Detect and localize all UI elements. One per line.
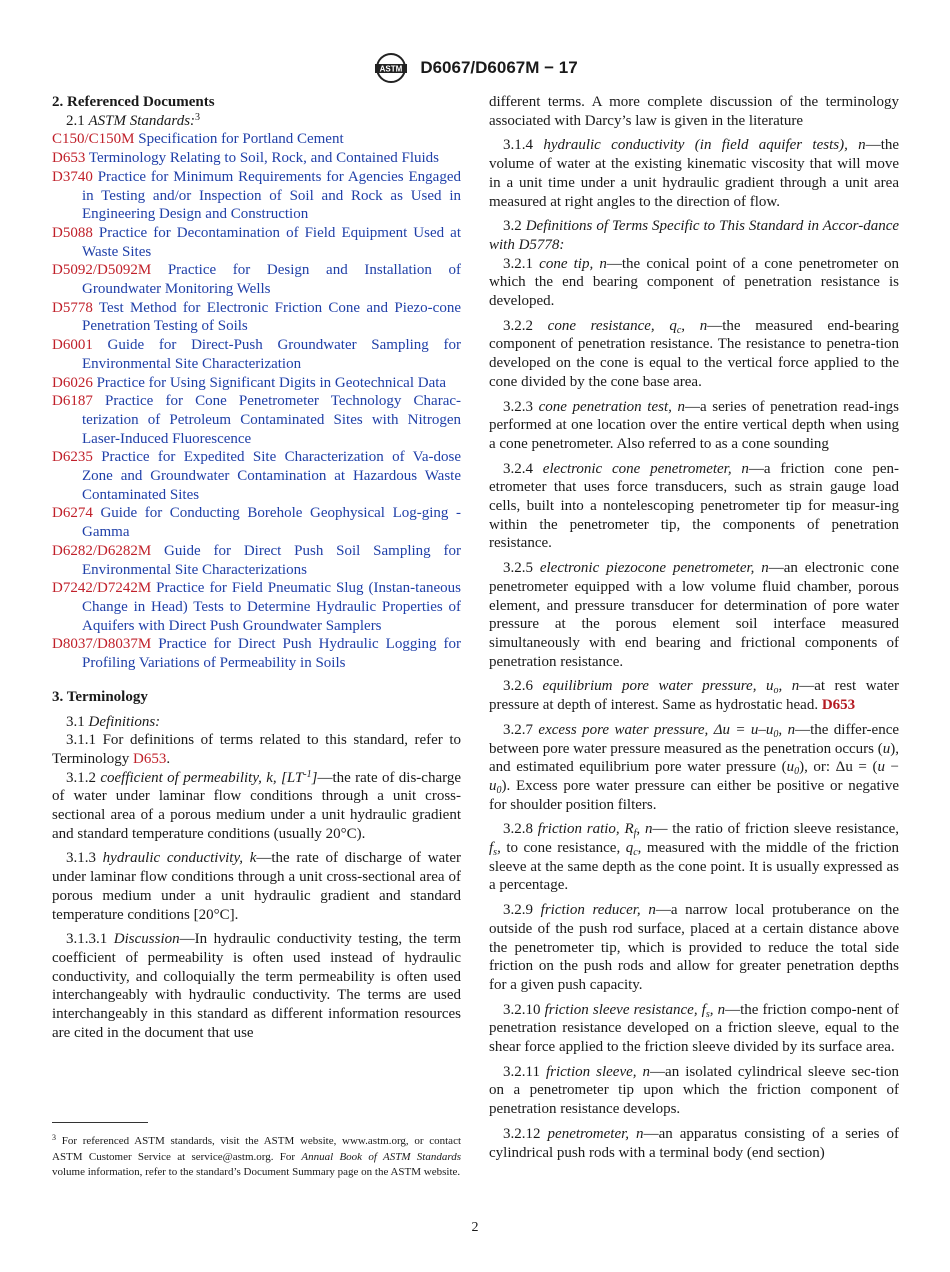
reference-item — [52, 149, 461, 168]
reference-title-link[interactable]: Practice for Direct Push Hydraulic Logging for Profiling Variations of Permeability in Soils — [82, 636, 462, 672]
reference-title-link[interactable]: Practice for Field Pneumatic Slug (Instan-taneous Change in Head) Tests to Determine Hydraulic Properties of Aquifers with Direct Push Groundwater Samplers — [82, 580, 461, 634]
reference-code-link[interactable]: D5092/D5092M — [52, 262, 152, 279]
reference-title-link[interactable]: Specification for Portland Cement — [138, 131, 344, 148]
reference-link[interactable]: D653 — [821, 697, 856, 714]
reference-item — [52, 224, 461, 261]
reference-code-link[interactable]: D6282/D6282M — [52, 542, 152, 559]
reference-code-link[interactable]: D8037/D8037M — [52, 636, 152, 653]
astm-standards-label: 2.1 ASTM Standards:$^3$ — [66, 111, 201, 129]
clause-3-1-3-1-continued: different terms. A more complete discussion of the terminology associated with Darcy’s law is given in the literature — [489, 94, 899, 129]
reference-title-link[interactable]: Test Method for Electronic Friction Cone and Piezo-cone Penetration Testing of Soils — [82, 299, 461, 335]
reference-item — [52, 542, 461, 579]
svg-text:ASTM: ASTM — [379, 64, 403, 74]
clause-3-2-2: 3.2.2 cone resistance, $q_c$, n—the measured end-bearing component of penetration resistance. The resistance to penetra-tion developed on the cone is equal to the vertical force applied to the cone divided by the cone base area. — [489, 317, 899, 390]
clause-3-1-2: 3.1.2 coefficient of permeability, k, $[LT^{-1}]—the$ rate of dis-charge of water under laminar flow conditions through a unit cross-sectional area of a porous medium under a unit hydraulic gradient and standard temperature conditions (usually 20°C). — [52, 768, 461, 842]
reference-title-link[interactable]: Terminology Relating to Soil, Rock, and Contained Fluids — [88, 150, 440, 167]
clause-3-2-12: 3.2.12 penetrometer, n—an apparatus consisting of a series of cylindrical push rods with a terminal body (end section) — [489, 1125, 899, 1161]
clause-3-2-3: 3.2.3 cone penetration test, n—a series of penetration read-ings performed at one location over the entire vertical depth when using a cone penetrometer. Also referred to as a cone sounding — [489, 398, 899, 452]
section-heading: 3. Terminology — [52, 688, 148, 705]
document-designation: D6067/D6067M − 17 — [420, 58, 578, 77]
reference-title-link[interactable]: Practice for Design and Installation of Groundwater Monitoring Wells — [82, 262, 461, 298]
reference-code-link[interactable]: D5778 — [52, 299, 93, 316]
footnote-ref: 3 — [195, 111, 201, 123]
reference-title-link[interactable]: Practice for Cone Penetrometer Technology Charac-terization of Petroleum Contaminated Sites with Nitrogen Laser-Induced Fluorescence — [82, 393, 461, 447]
clause-3-2-11: 3.2.11 friction sleeve, n—an isolated cylindrical sleeve sec-tion on a penetrometer tip upon which the friction component of penetration resistance develops. — [489, 1063, 899, 1118]
reference-item — [52, 504, 461, 541]
clause-3-2-1: 3.2.1 cone tip, n—the conical point of a cone penetrometer on which the end bearing component of penetration resistance is developed. — [489, 255, 900, 310]
reference-code-link[interactable]: D6235 — [52, 449, 93, 466]
clause-3-2-8: 3.2.8 friction ratio, $R_f$, n— the ratio of friction sleeve resistance, $f_s$, to cone resistance, $q_c$, measured with the middle of the friction sleeve at the same depth as the cone point. It is usually expressed as a percentage. — [489, 821, 900, 894]
reference-code-link[interactable]: D5088 — [52, 224, 93, 241]
reference-item — [52, 168, 461, 224]
reference-item — [52, 261, 461, 298]
clause-3-1-3-1: 3.1.3.1 Discussion—In hydraulic conductivity testing, the term coefficient of permeability is often used instead of hydraulic conductivity, and colloquially the term permeability is often used interchangeably with hydraulic conductivity. The terms are used interchangeably in this standard as different information resources are cited in the document that use — [52, 931, 462, 1041]
reference-title-link[interactable]: Guide for Conducting Borehole Geophysical Log-ging - Gamma — [82, 505, 461, 541]
clause-3-2-10: 3.2.10 friction sleeve resistance, $f_s$, n—the friction compo-nent of penetration resistance developed on a friction sleeve, equal to the shear force applied to the friction sleeve divided by its surface area. — [489, 1001, 900, 1056]
clause-3-1-4: 3.1.4 hydraulic conductivity (in field aquifer tests), n—the volume of water at the existing kinematic viscosity that will move in a unit time under a unit hydraulic gradient through a unit area measured at right angles to the direction of flow. — [489, 137, 900, 210]
left-column — [52, 93, 461, 1042]
clause-3-2-7: 3.2.7 excess pore water pressure, $\Delta u = u-u_0$, n—the differ-ence between pore water pressure measured as the penetration occurs (u), and estimated equilibrium pore water pressure $(u_0)$, or: $\Delta u = (u - u_0)$. Excess pore water pressure can either be positive or negative for shoulder position filters. — [489, 721, 900, 813]
reference-code-link[interactable]: D6001 — [52, 337, 93, 354]
reference-item — [52, 374, 461, 393]
reference-item — [52, 635, 461, 672]
reference-item — [52, 392, 461, 448]
reference-title-link[interactable]: Practice for Decontamination of Field Equipment Used at Waste Sites — [82, 224, 461, 260]
clause-3-1: 3.1 Definitions: — [66, 713, 161, 730]
clause-3-2-4: 3.2.4 electronic cone penetrometer, n—a friction cone pen-etrometer that uses force transducers, such as strain gauge load cells, built into a nontelescoping penetrometer tip for measur-ing within the penetrometer tip, the components of penetration resistance. — [489, 460, 900, 552]
clause-3-2-9: 3.2.9 friction reducer, n—a narrow local protuberance on the outside of the push rod surface, placed at a certain distance above the penetrometer tip, which is provided to reduce the total side friction on the push rods and allow for greater penetration depths for a given push capacity. — [489, 902, 899, 993]
reference-code-link[interactable]: D7242/D7242M — [52, 580, 152, 597]
clause-3-2-6: 3.2.6 equilibrium pore water pressure, $u_o$, n—at rest water pressure at depth of interest. Same as hydrostatic head. D653 — [489, 678, 900, 714]
footnote: $^3$ For referenced ASTM standards, visit the ASTM website, www.astm.org, or contact ASTM Customer Service at service@astm.org. For Annual Book of ASTM Standards volume information, refer to the standard’s Document Summary page on the ASTM website. — [52, 1133, 462, 1178]
reference-title-link[interactable]: Guide for Direct Push Soil Sampling for Environmental Site Characterizations — [82, 542, 462, 578]
reference-item — [52, 130, 461, 149]
clause-3-2-5: 3.2.5 electronic piezocone penetrometer, n—an electronic cone penetrometer equipped with a low volume fluid chamber, porous element, and pressure transducer for determination of pore water pressure at the porous element soil interface measured simultaneously with end bearing and frictional components of penetration resistance. — [489, 560, 899, 670]
reference-code-link[interactable]: C150/C150M — [52, 131, 135, 148]
reference-item — [52, 579, 461, 635]
clause-3-1-1: 3.1.1 For definitions of terms related to this standard, refer to Terminology D653. — [52, 732, 462, 767]
reference-title-link[interactable]: Practice for Expedited Site Characterization of Va-dose Zone and Groundwater Contamination at Hazardous Waste Contaminated Sites — [82, 449, 461, 503]
section-heading: 2. Referenced Documents — [52, 94, 215, 110]
reference-title-link[interactable]: Practice for Using Significant Digits in Geotechnical Data — [96, 374, 447, 391]
reference-link[interactable]: D653 — [133, 750, 167, 767]
reference-code-link[interactable]: D3740 — [52, 168, 93, 185]
page-header — [0, 52, 950, 84]
reference-list — [52, 130, 461, 672]
reference-code-link[interactable]: D653 — [52, 150, 86, 167]
right-column — [489, 93, 899, 1162]
clause-3-2: 3.2 Definitions of Terms Specific to This Standard in Accor-dance with D5778: — [489, 218, 900, 253]
reference-item — [52, 448, 461, 504]
reference-item — [52, 336, 461, 373]
reference-title-link[interactable]: Guide for Direct-Push Groundwater Sampling for Environmental Site Characterization — [82, 337, 461, 372]
footnote-divider — [52, 1122, 148, 1123]
reference-item — [52, 299, 461, 336]
reference-code-link[interactable]: D6274 — [52, 505, 93, 522]
astm-logo-icon — [372, 52, 410, 84]
reference-code-link[interactable]: D6026 — [52, 374, 93, 391]
clause-3-1-3: 3.1.3 hydraulic conductivity, k—the rate of discharge of water under laminar flow conditions through a unit cross-sectional area of porous medium under a unit hydraulic gradient and standard temperature conditions [20°C]. — [52, 850, 462, 923]
reference-code-link[interactable]: D6187 — [52, 393, 93, 410]
page-number: 2 — [471, 1220, 479, 1235]
reference-title-link[interactable]: Practice for Minimum Requirements for Agencies Engaged in Testing and/or Inspection of Soil and Rock as Used in Engineering Design and Construction — [82, 168, 461, 223]
